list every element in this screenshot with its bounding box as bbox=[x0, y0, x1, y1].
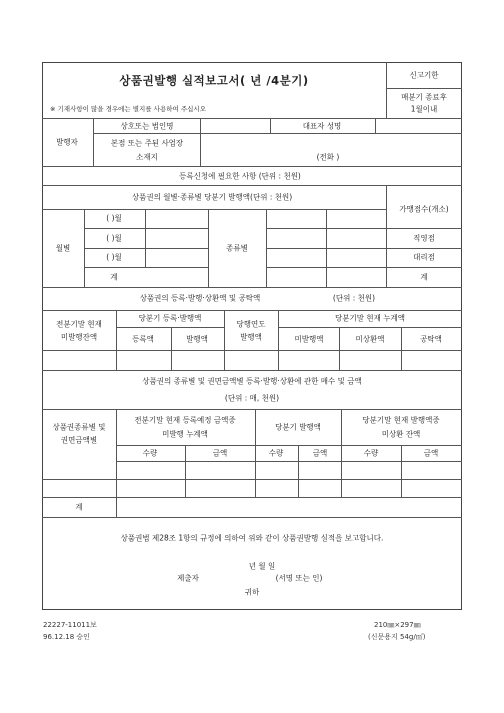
table-rule bbox=[200, 118, 201, 166]
table-rule bbox=[255, 409, 256, 497]
unredeemed-label: 미상환액 bbox=[355, 334, 385, 344]
unredeemed-balance-label-1: 당분기말 현재 발행액중 bbox=[362, 415, 440, 425]
monthly-label: 월별 bbox=[55, 243, 71, 253]
table-rule bbox=[341, 409, 342, 497]
company-name-label: 상호또는 법인명 bbox=[120, 121, 174, 131]
unredeemed-balance-label-2: 미상환 잔액 bbox=[381, 429, 421, 439]
qty-label-2: 수량 bbox=[268, 448, 284, 458]
table-rule bbox=[42, 209, 386, 210]
table-rule bbox=[42, 185, 462, 186]
registration-heading: 등록신청에 필요한 사항 (단위 : 천원) bbox=[179, 171, 301, 181]
table-rule bbox=[42, 287, 462, 288]
unissued-label: 미발행액 bbox=[294, 334, 324, 344]
registered-label: 등록액 bbox=[132, 334, 154, 344]
table-rule bbox=[298, 445, 299, 497]
prev-unissued-label-1: 전분기말 현재 등록예정 금액중 bbox=[134, 415, 236, 425]
representative-label: 대표자 성명 bbox=[302, 121, 342, 131]
table-rule bbox=[93, 133, 462, 134]
table-rule bbox=[339, 327, 340, 370]
table-rule bbox=[42, 350, 462, 351]
table-rule bbox=[116, 461, 462, 462]
types-unit: (단위 : 매, 천원) bbox=[224, 393, 280, 403]
month-row-1: ( )월 bbox=[106, 213, 122, 223]
submitter-label: 제출자 bbox=[177, 573, 199, 583]
approval-date: 96.12.18 승인 bbox=[43, 633, 90, 641]
form-title: 상품권발행 실적보고서( 년 /4분기) bbox=[119, 73, 309, 88]
table-rule bbox=[42, 370, 462, 371]
table-rule bbox=[42, 479, 462, 480]
table-rule bbox=[386, 88, 462, 89]
table-rule bbox=[116, 310, 117, 370]
quarter-issued-label: 당분기 발행액 bbox=[275, 422, 321, 432]
table-rule bbox=[185, 445, 186, 497]
types-total: 계 bbox=[75, 502, 83, 512]
amount-label-1: 금액 bbox=[212, 448, 228, 458]
affiliate-total: 계 bbox=[420, 272, 428, 282]
monthly-total: 계 bbox=[110, 272, 118, 282]
table-rule bbox=[42, 166, 462, 167]
deadline-line2: 1월이내 bbox=[410, 104, 438, 114]
address-label-1: 본점 또는 주된 사업장 bbox=[110, 138, 184, 148]
qty-label-1: 수량 bbox=[142, 448, 158, 458]
table-rule bbox=[116, 327, 224, 328]
monthly-heading: 상품권의 월별·종류별 당분기 발행액(단위 : 천원) bbox=[131, 192, 293, 202]
table-rule bbox=[224, 310, 225, 370]
recipient-label: 귀하 bbox=[244, 587, 260, 597]
deadline-line1: 매분기 종료후 bbox=[401, 92, 447, 102]
table-rule bbox=[84, 248, 208, 249]
address-label-2: 소재지 bbox=[136, 152, 158, 162]
status-heading: 상품권의 등록·발행·상환액 및 공탁액 bbox=[139, 293, 261, 303]
table-rule bbox=[42, 409, 462, 410]
table-rule bbox=[386, 62, 387, 118]
report-statement: 상품권법 제28조 1항의 규정에 의하여 위와 같이 상품권발행 실적을 보고합니다. bbox=[120, 533, 384, 543]
table-rule bbox=[84, 228, 208, 229]
direct-store-label: 직영점 bbox=[413, 233, 435, 243]
agency-label: 대리점 bbox=[413, 252, 435, 262]
affiliate-heading: 가맹점수(개소) bbox=[399, 204, 449, 214]
table-rule bbox=[42, 118, 462, 119]
type-amount-label-1: 상품권종류별 및 bbox=[52, 422, 106, 432]
table-rule bbox=[171, 327, 172, 370]
table-rule bbox=[42, 310, 462, 311]
status-unit: (단위 : 천원) bbox=[332, 293, 376, 303]
table-rule bbox=[375, 118, 376, 133]
table-rule bbox=[266, 267, 462, 268]
table-rule bbox=[42, 517, 462, 518]
table-rule bbox=[116, 409, 117, 517]
amount-label-2: 금액 bbox=[312, 448, 328, 458]
month-row-3: ( )월 bbox=[106, 252, 122, 262]
amount-label-3: 금액 bbox=[423, 448, 439, 458]
prev-balance-label-2: 미발행잔액 bbox=[60, 332, 98, 342]
table-rule bbox=[145, 209, 146, 267]
year-issue-label-2: 발행액 bbox=[240, 332, 262, 342]
issued-label: 발행액 bbox=[186, 334, 208, 344]
table-rule bbox=[401, 445, 402, 497]
table-rule bbox=[278, 327, 462, 328]
current-quarter-label: 당분기 등록·발행액 bbox=[138, 313, 202, 323]
types-heading: 상품권의 종류별 및 권면금액별 등록·발행·상환에 관한 매수 및 금액 bbox=[142, 376, 362, 386]
table-rule bbox=[116, 445, 462, 446]
form-note: ※ 기재사항이 많을 경우에는 별지를 사용하여 주십시오 bbox=[50, 104, 206, 113]
table-rule bbox=[84, 267, 208, 268]
deposit-label: 공탁액 bbox=[420, 334, 442, 344]
table-rule bbox=[266, 248, 462, 249]
table-rule bbox=[42, 497, 462, 498]
table-rule bbox=[278, 310, 279, 370]
table-rule bbox=[270, 118, 271, 133]
deadline-label: 신고기한 bbox=[409, 70, 439, 80]
table-rule bbox=[208, 209, 209, 287]
phone-label: (전화 ) bbox=[316, 152, 340, 162]
table-rule bbox=[401, 327, 402, 370]
report-date: 년 월 일 bbox=[248, 561, 276, 571]
paper-size: 210㎜×297㎜ bbox=[374, 621, 421, 629]
table-rule bbox=[386, 185, 387, 287]
cumulative-label: 당분기말 현재 누계액 bbox=[335, 313, 405, 323]
prev-unissued-label-2: 미발행 누계액 bbox=[162, 429, 208, 439]
prev-balance-label-1: 전분기말 현재 bbox=[56, 319, 102, 329]
table-rule bbox=[93, 118, 94, 166]
type-label: 종류별 bbox=[226, 243, 248, 253]
signature-label: (서명 또는 인) bbox=[275, 573, 323, 583]
form-number: 22227-11011보 bbox=[43, 621, 97, 629]
type-amount-label-2: 권면금액별 bbox=[60, 435, 98, 445]
qty-label-3: 수량 bbox=[363, 448, 379, 458]
year-issue-label-1: 당행연도 bbox=[236, 319, 266, 329]
month-row-2: ( )월 bbox=[106, 233, 122, 243]
issuer-label: 발행자 bbox=[56, 137, 78, 147]
paper-type: (신문용지 54g/㎡) bbox=[368, 633, 426, 641]
table-rule bbox=[266, 228, 462, 229]
